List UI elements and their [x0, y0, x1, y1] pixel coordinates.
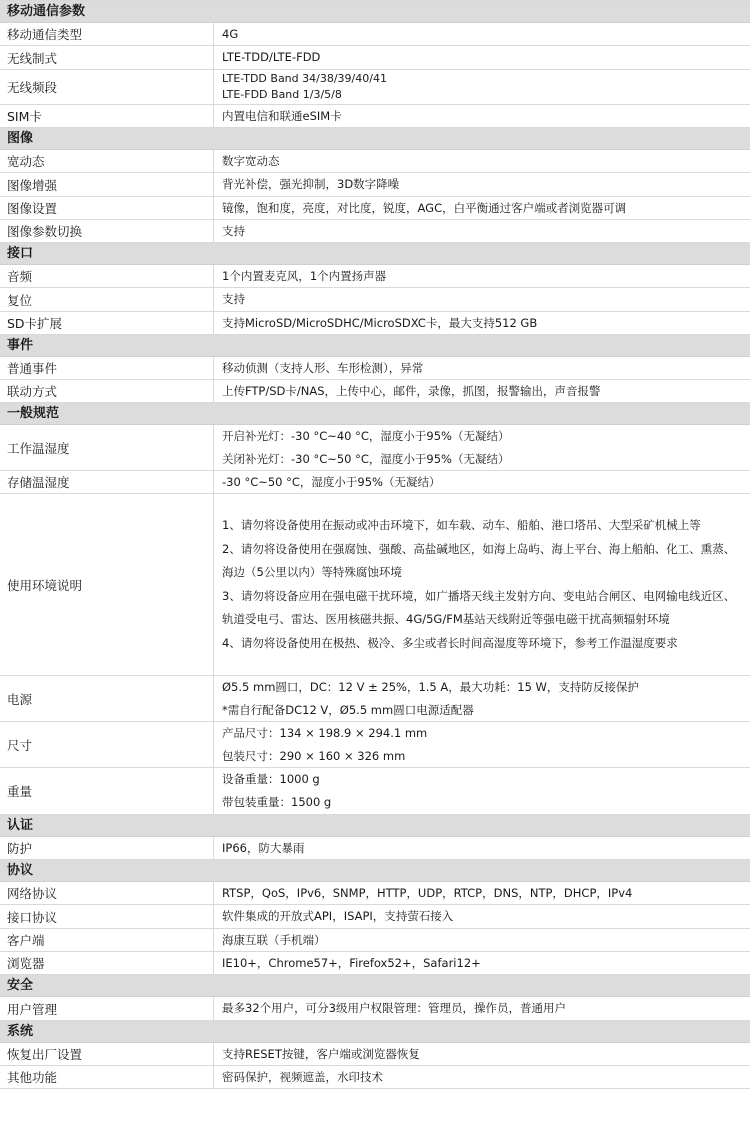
- spec-label: 使用环境说明: [0, 494, 214, 675]
- spec-value-line: -30 °C~50 °C，湿度小于95%（无凝结）: [222, 474, 441, 489]
- spec-row: [0, 425, 750, 471]
- spec-label: 存储温湿度: [0, 471, 214, 493]
- spec-value-line: 1个内置麦克风，1个内置扬声器: [222, 268, 387, 283]
- spec-value-line: 移动侦测（支持人形、车形检测），异常: [222, 360, 424, 375]
- spec-label: 移动通信类型: [0, 23, 214, 45]
- spec-value: [214, 837, 750, 859]
- spec-value: [214, 1066, 750, 1088]
- section-header: 安全: [0, 975, 750, 997]
- spec-row: [0, 471, 750, 494]
- spec-value: [214, 494, 750, 675]
- spec-row: [0, 1066, 750, 1089]
- spec-label: 联动方式: [0, 380, 214, 402]
- spec-row: [0, 173, 750, 197]
- spec-row: [0, 905, 750, 929]
- spec-value-line: 1、请勿将设备使用在振动或冲击环境下，如车载、动车、船舶、港口塔吊、大型采矿机械上等: [222, 518, 701, 532]
- spec-label: 复位: [0, 288, 214, 311]
- spec-value: [214, 265, 750, 287]
- spec-value: [214, 46, 750, 69]
- spec-row: [0, 722, 750, 768]
- section-header: 图像: [0, 128, 750, 150]
- spec-value-line: 4、请勿将设备使用在极热、极冷、多尘或者长时间高湿度等环境下，参考工作温湿度要求: [222, 635, 678, 650]
- spec-row: [0, 357, 750, 380]
- spec-value: [214, 357, 750, 379]
- spec-value-line: 密码保护，视频遮盖，水印技术: [222, 1069, 383, 1084]
- spec-row: [0, 882, 750, 905]
- spec-label: 工作温湿度: [0, 425, 214, 470]
- spec-label: SIM卡: [0, 105, 214, 127]
- spec-value-line: 带包装重量：1500 g: [222, 795, 332, 809]
- spec-row: [0, 220, 750, 243]
- spec-value: [214, 173, 750, 196]
- spec-value-line: 最多32个用户，可分3级用户权限管理：管理员，操作员，普通用户: [222, 1001, 566, 1015]
- spec-value: [214, 23, 750, 45]
- spec-row: [0, 265, 750, 288]
- spec-label: 图像增强: [0, 173, 214, 196]
- spec-label: 网络协议: [0, 882, 214, 904]
- spec-value-line: IP66，防大暴雨: [222, 840, 305, 855]
- spec-value-line: 支持RESET按键，客户端或浏览器恢复: [222, 1046, 420, 1061]
- spec-value-line: 包装尺寸：290 × 160 × 326 mm: [222, 748, 406, 763]
- spec-value-line: 背光补偿，强光抑制，3D数字降噪: [222, 177, 400, 191]
- spec-value: [214, 882, 750, 904]
- spec-row: [0, 23, 750, 46]
- spec-value-line: LTE-FDD Band 1/3/5/8: [222, 88, 342, 101]
- spec-value: [214, 197, 750, 219]
- spec-value: [214, 676, 750, 721]
- spec-row: [0, 676, 750, 722]
- spec-value-line: 支持: [222, 292, 245, 306]
- spec-row: [0, 380, 750, 403]
- spec-value: [214, 150, 750, 172]
- spec-label: 防护: [0, 837, 214, 859]
- spec-row: [0, 312, 750, 335]
- section-header: 事件: [0, 335, 750, 357]
- spec-label: 无线制式: [0, 46, 214, 69]
- spec-row: [0, 46, 750, 70]
- spec-label: 图像参数切换: [0, 220, 214, 242]
- spec-value-line: 支持: [222, 223, 245, 238]
- spec-value: [214, 288, 750, 311]
- spec-value-line: 产品尺寸：134 × 198.9 × 294.1 mm: [222, 725, 428, 740]
- spec-label: 图像设置: [0, 197, 214, 219]
- section-header: 认证: [0, 815, 750, 837]
- spec-value-line: 镜像，饱和度，亮度，对比度，锐度，AGC，白平衡通过客户端或者浏览器可调: [222, 200, 627, 215]
- spec-value: [214, 312, 750, 334]
- spec-label: 音频: [0, 265, 214, 287]
- spec-value: [214, 380, 750, 402]
- spec-value: [214, 722, 750, 767]
- spec-value-line: 4G: [222, 26, 239, 41]
- spec-value-line: 2、请勿将设备使用在强腐蚀、强酸、高盐碱地区，如海上岛屿、海上平台、海上船舶、化工、熏蒸、海边（5公里以内）等特殊腐蚀环境: [222, 541, 736, 579]
- spec-row: [0, 197, 750, 220]
- spec-row: [0, 997, 750, 1021]
- spec-label: 客户端: [0, 929, 214, 951]
- section-header: 一般规范: [0, 403, 750, 425]
- spec-value-line: LTE-TDD/LTE-FDD: [222, 50, 321, 64]
- spec-value: [214, 105, 750, 127]
- spec-label: 恢复出厂设置: [0, 1043, 214, 1065]
- spec-row: [0, 494, 750, 676]
- spec-row: [0, 150, 750, 173]
- spec-value: [214, 929, 750, 951]
- spec-value-line: 3、请勿将设备应用在强电磁干扰环境，如广播塔天线主发射方向、变电站合闸区、电网输电线近区、轨道受电弓、雷达、医用核磁共振、4G/5G/FM基站天线附近等强电磁干扰高频辐射环境: [222, 588, 736, 626]
- spec-value-line: Ø5.5 mm圆口，DC：12 V ± 25%，1.5 A，最大功耗：15 W，支持防反接保护: [222, 679, 639, 694]
- spec-value: [214, 952, 750, 974]
- spec-label: 尺寸: [0, 722, 214, 767]
- spec-label: 接口协议: [0, 905, 214, 928]
- spec-value-line: 支持MicroSD/MicroSDHC/MicroSDXC卡，最大支持512 GB: [222, 315, 538, 330]
- section-header: 移动通信参数: [0, 1, 750, 23]
- spec-row: [0, 837, 750, 860]
- spec-value-line: 内置电信和联通eSIM卡: [222, 108, 342, 123]
- spec-row: [0, 1043, 750, 1066]
- section-header: 系统: [0, 1021, 750, 1043]
- spec-value-line: RTSP，QoS，IPv6，SNMP，HTTP，UDP，RTCP，DNS，NTP，DHCP，IPv4: [222, 885, 633, 900]
- spec-value-line: 开启补光灯：-30 °C~40 °C，湿度小于95%（无凝结）: [222, 428, 510, 443]
- spec-row: [0, 70, 750, 105]
- spec-label: 重量: [0, 768, 214, 814]
- spec-value-line: 上传FTP/SD卡/NAS，上传中心，邮件，录像，抓图，报警输出，声音报警: [222, 383, 601, 398]
- spec-label: 电源: [0, 676, 214, 721]
- spec-label: 用户管理: [0, 997, 214, 1020]
- spec-value-line: 海康互联（手机端）: [222, 932, 326, 947]
- spec-row: [0, 952, 750, 975]
- spec-label: 普通事件: [0, 357, 214, 379]
- spec-value: [214, 220, 750, 242]
- spec-label: 无线频段: [0, 70, 214, 104]
- spec-row: [0, 105, 750, 128]
- spec-value-line: 软件集成的开放式API，ISAPI，支持萤石接入: [222, 909, 454, 923]
- spec-value-line: LTE-TDD Band 34/38/39/40/41: [222, 72, 387, 85]
- spec-value: [214, 471, 750, 493]
- spec-value-line: 设备重量：1000 g: [222, 772, 320, 786]
- spec-row: [0, 929, 750, 952]
- spec-value: [214, 70, 750, 104]
- spec-label: 其他功能: [0, 1066, 214, 1088]
- spec-value-line: 数字宽动态: [222, 153, 280, 168]
- spec-row: [0, 768, 750, 815]
- section-header: 协议: [0, 860, 750, 882]
- spec-row: [0, 288, 750, 312]
- spec-value-line: 关闭补光灯：-30 °C~50 °C，湿度小于95%（无凝结）: [222, 451, 510, 466]
- spec-label: 浏览器: [0, 952, 214, 974]
- spec-value: [214, 997, 750, 1020]
- spec-value: [214, 425, 750, 470]
- spec-value: [214, 1043, 750, 1065]
- spec-label: 宽动态: [0, 150, 214, 172]
- spec-value-line: *需自行配备DC12 V，Ø5.5 mm圆口电源适配器: [222, 702, 474, 717]
- section-header: 接口: [0, 243, 750, 265]
- spec-value-line: IE10+，Chrome57+，Firefox52+，Safari12+: [222, 955, 481, 970]
- spec-value: [214, 905, 750, 928]
- spec-label: SD卡扩展: [0, 312, 214, 334]
- spec-value: [214, 768, 750, 814]
